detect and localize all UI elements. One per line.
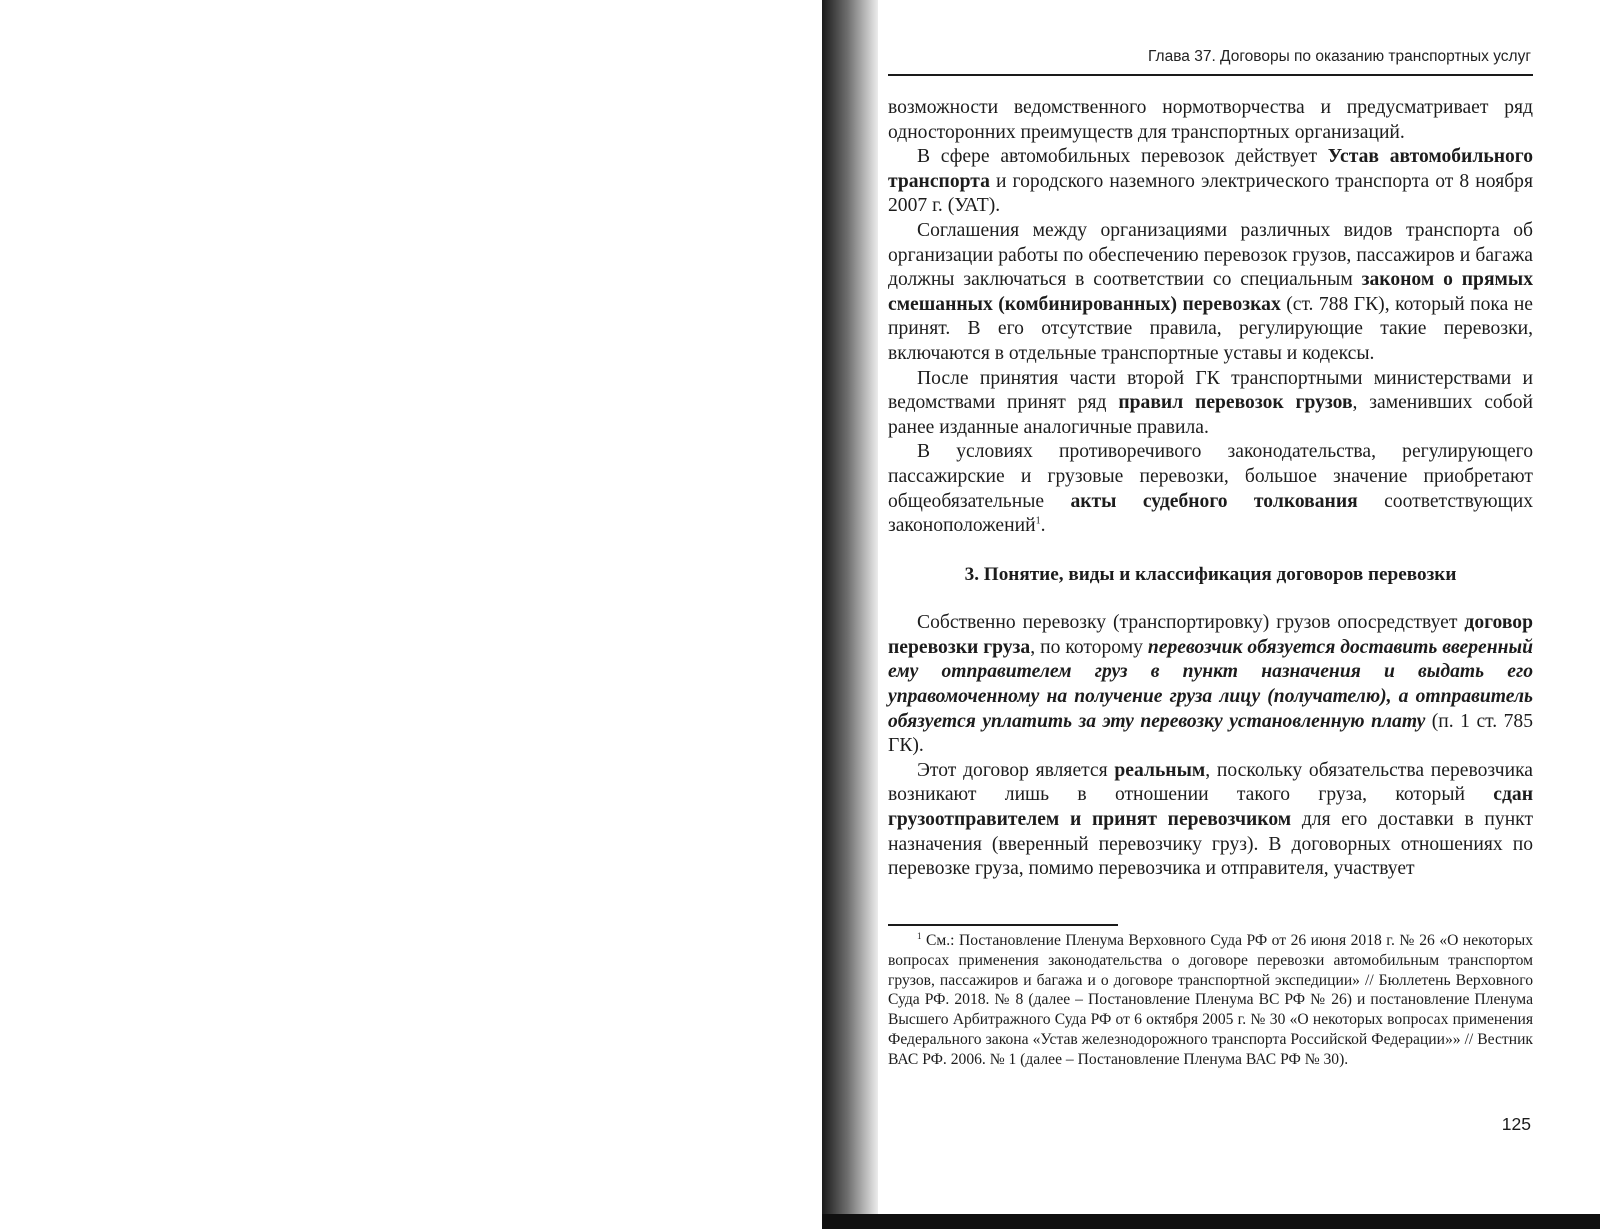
text-run: Соглашения между организациями различных видов транспорта об организации работы по обеспечению перевозок грузов, пассажиров и багажа должны заключаться в соответствии со специальным — [888, 219, 1533, 291]
scan-bottom-edge — [822, 1214, 1600, 1229]
header-rule — [888, 74, 1533, 76]
text-run: После принятия части второй ГК транспортными министерствами и ведомствами принят ряд — [888, 367, 1533, 414]
footnote-rule — [888, 924, 1118, 926]
bold-term: сдан грузоотправителем и принят перевозчиком — [888, 784, 1533, 831]
body-text — [888, 96, 1533, 882]
text-run: , по которому — [1030, 636, 1148, 658]
footnote-reference[interactable]: 1 — [1035, 515, 1041, 527]
bold-term: правил перевозок грузов — [1118, 392, 1353, 414]
section-heading: 3. Понятие, виды и классификация договоров перевозки — [964, 563, 1457, 585]
paragraph-3 — [888, 219, 1533, 367]
footnote-marker: 1 — [917, 930, 922, 941]
bold-term: реальным — [1114, 759, 1206, 781]
text-run: соответствующих законоположений — [888, 490, 1533, 537]
text-run: В сфере автомобильных перевозок действует — [917, 146, 1328, 168]
text-run: Собственно перевозку (транспортировку) грузов опосредствует — [917, 612, 1465, 634]
book-page — [888, 40, 1533, 1210]
text-run: Этот договор является — [917, 759, 1115, 781]
bold-term: законом о прямых смешанных (комбинированных) перевозках — [888, 269, 1533, 315]
text-run: , поскольку обязательства перевозчика возникают лишь в отношении такого груза, который — [888, 759, 1533, 806]
paragraph-6 — [888, 611, 1533, 759]
footnote — [888, 931, 1533, 1070]
text-run: (ст. 788 ГК), который пока не принят. В его отсутствие правила, регулирующие такие перевозки, включаются в отдельные транспортные уставы и кодексы. — [888, 293, 1534, 364]
paragraph-2 — [888, 145, 1533, 219]
bold-term: акты судебного толкования — [1070, 490, 1358, 512]
footnote-text: См.: Постановление Пленума Верховного Суда РФ от 26 июня 2018 г. № 26 «О некоторых вопросах применения законодательства о договоре перевозки автомобильным транспортом грузов, пассажиров и багажа и о договоре транспортной экспедиции» // Бюллетень Верховного Суда РФ. 2018. № 8 (далее – Постановление Пленума ВС РФ № 26) и постановление Пленума Высшего Арбитражного Суда РФ от 6 октября 2005 г. № 30 «О некоторых вопросах применения Федерального закона «Устав железнодорожного транспорта Российской Федерации»» // Вестник ВАС РФ. 2006. № 1 (далее – Постановление Пленума ВАС РФ № 30). — [888, 932, 1533, 1068]
text-run: В условиях противоречивого законодательства, регулирующего пассажирские и грузовые перевозки, большое значение приобретают общеобязательные — [888, 441, 1533, 512]
text-run: . — [1040, 515, 1046, 537]
paragraph-5 — [888, 440, 1533, 538]
running-head: Глава 37. Договоры по оказанию транспортных услуг — [1148, 48, 1531, 65]
text-run: , заменивших собой ранее изданные аналогичные правила. — [888, 392, 1533, 438]
bold-term: договор перевозки груза — [888, 612, 1533, 658]
page-fold-shadow — [822, 0, 878, 1229]
bold-italic-definition: перевозчик обязуется доставить вверенный ему отправителем груз в пункт назначения и выдать его управомоченному на получение груза лицу (получателю), а отправитель обязуется уплатить за эту перевозку установленную плату — [888, 636, 1533, 732]
paragraph-7 — [888, 759, 1533, 882]
paragraph-4 — [888, 367, 1533, 441]
page-number: 125 — [1501, 1114, 1531, 1134]
text-run: (п. 1 ст. 785 ГК). — [888, 710, 1534, 757]
paragraph-1: возможности ведомственного нормотворчества и предусматривает ряд односторонних преимуществ для транспортных организаций. — [888, 97, 1533, 143]
text-run: для его доставки в пункт назначения (вверенный перевозчику груз). В договорных отношениях по перевозке груза, помимо перевозчика и отправителя, участвует — [888, 809, 1534, 880]
text-run: и городского наземного электрического транспорта от 8 ноября 2007 г. (УАТ). — [888, 170, 1533, 217]
bold-term: Устав автомобильного транспорта — [888, 146, 1533, 192]
